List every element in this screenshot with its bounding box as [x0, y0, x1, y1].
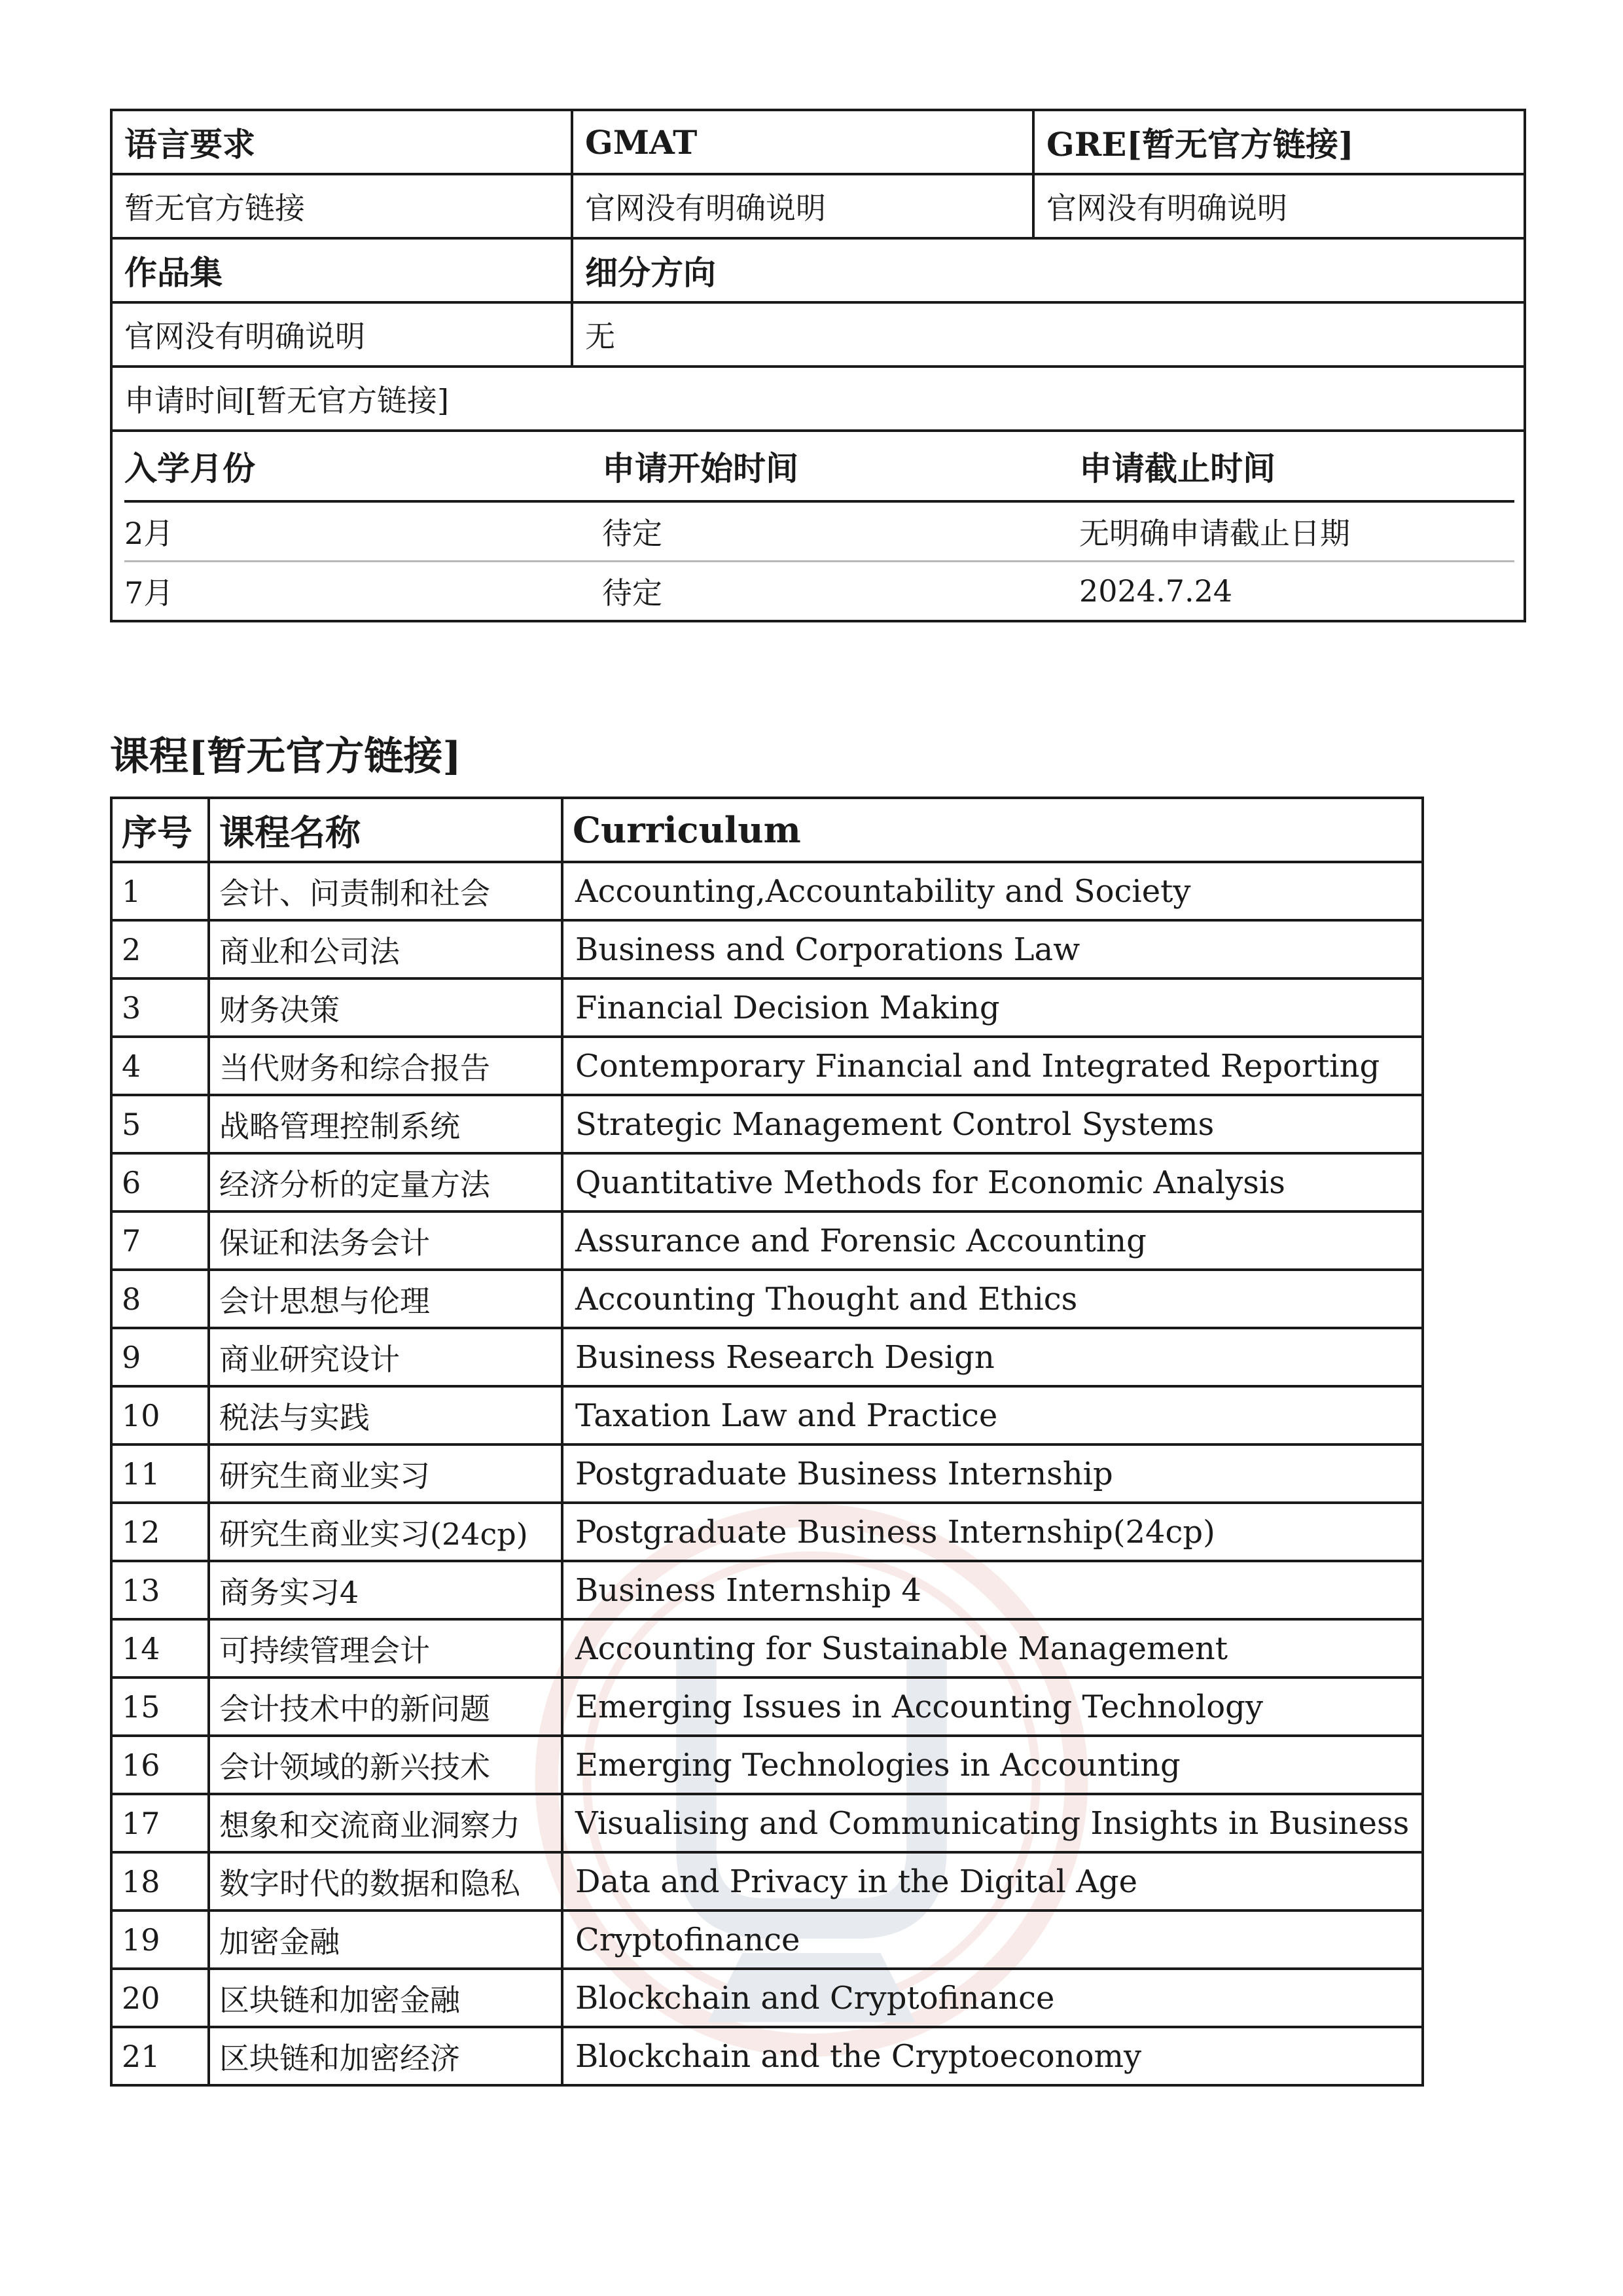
- table-row: [111, 1095, 1423, 1153]
- requirements-value-row: [111, 174, 1525, 238]
- course-number: 6: [111, 1153, 209, 1211]
- course-name-cn: 税法与实践: [209, 1386, 562, 1444]
- application-start: 待定: [602, 575, 662, 611]
- table-row: [111, 1736, 1423, 1794]
- gmat-label: GMAT: [572, 110, 1033, 174]
- gre-label: GRE[暂无官方链接]: [1033, 110, 1525, 174]
- intake-month: 7月: [124, 575, 174, 611]
- portfolio-value: 官网没有明确说明: [111, 302, 572, 367]
- portfolio-header-row: [111, 238, 1525, 302]
- table-row: [111, 1794, 1423, 1852]
- table-row: [111, 1211, 1423, 1270]
- course-name-cn: 可持续管理会计: [209, 1619, 562, 1677]
- course-name-en: Visualising and Communicating Insights in Business: [562, 1794, 1423, 1852]
- table-row: [111, 1386, 1423, 1444]
- table-row: [111, 1619, 1423, 1677]
- requirements-table: [110, 109, 1526, 622]
- course-number: 21: [111, 2027, 209, 2085]
- table-row: [111, 1328, 1423, 1386]
- specialization-label: 细分方向: [572, 238, 1525, 302]
- course-name-cn: 财务决策: [209, 978, 562, 1037]
- course-name-en: Assurance and Forensic Accounting: [562, 1211, 1423, 1270]
- application-time-row: [111, 367, 1525, 431]
- course-name-cn: 商务实习4: [209, 1561, 562, 1619]
- course-name-en: Financial Decision Making: [562, 978, 1423, 1037]
- gre-value: 官网没有明确说明: [1033, 174, 1525, 238]
- application-deadline: 无明确申请截止日期: [1079, 501, 1514, 562]
- intake-month: 2月: [124, 501, 602, 562]
- table-row: [111, 1503, 1423, 1561]
- course-name-en: Accounting for Sustainable Management: [562, 1619, 1423, 1677]
- table-row: [111, 1153, 1423, 1211]
- portfolio-label: 作品集: [111, 238, 572, 302]
- portfolio-value-row: [111, 302, 1525, 367]
- course-name-en: Business Internship 4: [562, 1561, 1423, 1619]
- course-name-en: Cryptofinance: [562, 1910, 1423, 1969]
- course-number: 5: [111, 1095, 209, 1153]
- course-name-en: Blockchain and the Cryptoeconomy: [562, 2027, 1423, 2085]
- course-number: 20: [111, 1969, 209, 2027]
- course-number: 7: [111, 1211, 209, 1270]
- curriculum-heading: 课程[暂无官方链接]: [110, 734, 461, 780]
- course-number: 14: [111, 1619, 209, 1677]
- number-header: 序号: [111, 798, 209, 862]
- course-name-cn: 经济分析的定量方法: [209, 1153, 562, 1211]
- course-number: 19: [111, 1910, 209, 1969]
- course-name-en: Business Research Design: [562, 1328, 1423, 1386]
- course-name-cn: 研究生商业实习: [209, 1444, 562, 1503]
- table-row: [111, 1852, 1423, 1910]
- course-number: 16: [111, 1736, 209, 1794]
- course-number: 2: [111, 920, 209, 978]
- course-name-cn: 会计、问责制和社会: [209, 862, 562, 920]
- table-row: [111, 920, 1423, 978]
- table-row: [111, 1677, 1423, 1736]
- table-row: [111, 862, 1423, 920]
- course-name-cn: 区块链和加密金融: [209, 1969, 562, 2027]
- course-name-cn: 商业研究设计: [209, 1328, 562, 1386]
- curriculum-table: [110, 797, 1424, 2087]
- course-name-header: 课程名称: [209, 798, 562, 862]
- gmat-value: 官网没有明确说明: [572, 174, 1033, 238]
- application-start-header: 申请开始时间: [602, 432, 1079, 501]
- requirements-header-row: [111, 110, 1525, 174]
- course-name-cn: 战略管理控制系统: [209, 1095, 562, 1153]
- course-name-cn: 商业和公司法: [209, 920, 562, 978]
- table-row: [111, 978, 1423, 1037]
- course-name-en: Strategic Management Control Systems: [562, 1095, 1423, 1153]
- course-number: 8: [111, 1270, 209, 1328]
- table-row: [111, 1910, 1423, 1969]
- course-name-en: Emerging Technologies in Accounting: [562, 1736, 1423, 1794]
- course-name-cn: 想象和交流商业洞察力: [209, 1794, 562, 1852]
- course-number: 17: [111, 1794, 209, 1852]
- course-name-cn: 会计技术中的新问题: [209, 1677, 562, 1736]
- application-dates-cell: [111, 431, 1525, 621]
- course-number: 13: [111, 1561, 209, 1619]
- application-time-label: 申请时间[暂无官方链接]: [111, 367, 1525, 431]
- course-number: 3: [111, 978, 209, 1037]
- dates-header-row: [124, 432, 1514, 501]
- course-name-en: Contemporary Financial and Integrated Reporting: [562, 1037, 1423, 1095]
- course-name-cn: 会计思想与伦理: [209, 1270, 562, 1328]
- table-row: [111, 1444, 1423, 1503]
- application-deadline: 2024.7.24: [1079, 573, 1233, 609]
- application-deadline-header: 申请截止时间: [1079, 432, 1514, 501]
- course-number: 1: [111, 862, 209, 920]
- language-requirement-label: 语言要求: [111, 110, 572, 174]
- course-name-en: Data and Privacy in the Digital Age: [562, 1852, 1423, 1910]
- course-name-en: Blockchain and Cryptofinance: [562, 1969, 1423, 2027]
- dates-row: [124, 562, 1514, 620]
- course-number: 15: [111, 1677, 209, 1736]
- course-number: 12: [111, 1503, 209, 1561]
- course-name-en: Business and Corporations Law: [562, 920, 1423, 978]
- course-name-en: Postgraduate Business Internship: [562, 1444, 1423, 1503]
- table-row: [111, 2027, 1423, 2085]
- curriculum-header: Curriculum: [562, 798, 1423, 862]
- course-name-cn: 区块链和加密经济: [209, 2027, 562, 2085]
- course-number: 9: [111, 1328, 209, 1386]
- application-dates-row: [111, 431, 1525, 621]
- specialization-value: 无: [572, 302, 1525, 367]
- table-row: [111, 1561, 1423, 1619]
- table-row: [111, 1037, 1423, 1095]
- application-dates-table: [124, 432, 1514, 620]
- language-requirement-value: 暂无官方链接: [111, 174, 572, 238]
- course-name-en: Accounting Thought and Ethics: [562, 1270, 1423, 1328]
- application-start: 待定: [602, 501, 1079, 562]
- intake-month-header: 入学月份: [124, 432, 602, 501]
- course-name-en: Accounting,Accountability and Society: [562, 862, 1423, 920]
- course-name-en: Taxation Law and Practice: [562, 1386, 1423, 1444]
- course-number: 11: [111, 1444, 209, 1503]
- course-name-cn: 当代财务和综合报告: [209, 1037, 562, 1095]
- course-name-en: Quantitative Methods for Economic Analysis: [562, 1153, 1423, 1211]
- course-name-en: Emerging Issues in Accounting Technology: [562, 1677, 1423, 1736]
- table-row: [111, 1969, 1423, 2027]
- course-name-cn: 数字时代的数据和隐私: [209, 1852, 562, 1910]
- dates-row: [124, 501, 1514, 562]
- course-number: 4: [111, 1037, 209, 1095]
- course-number: 18: [111, 1852, 209, 1910]
- course-name-en: Postgraduate Business Internship(24cp): [562, 1503, 1423, 1561]
- table-row: [111, 1270, 1423, 1328]
- course-name-cn: 研究生商业实习(24cp): [209, 1503, 562, 1561]
- course-number: 10: [111, 1386, 209, 1444]
- course-name-cn: 加密金融: [209, 1910, 562, 1969]
- curriculum-rows: [111, 862, 1423, 2085]
- course-name-cn: 保证和法务会计: [209, 1211, 562, 1270]
- course-name-cn: 会计领域的新兴技术: [209, 1736, 562, 1794]
- curriculum-header-row: [111, 798, 1423, 862]
